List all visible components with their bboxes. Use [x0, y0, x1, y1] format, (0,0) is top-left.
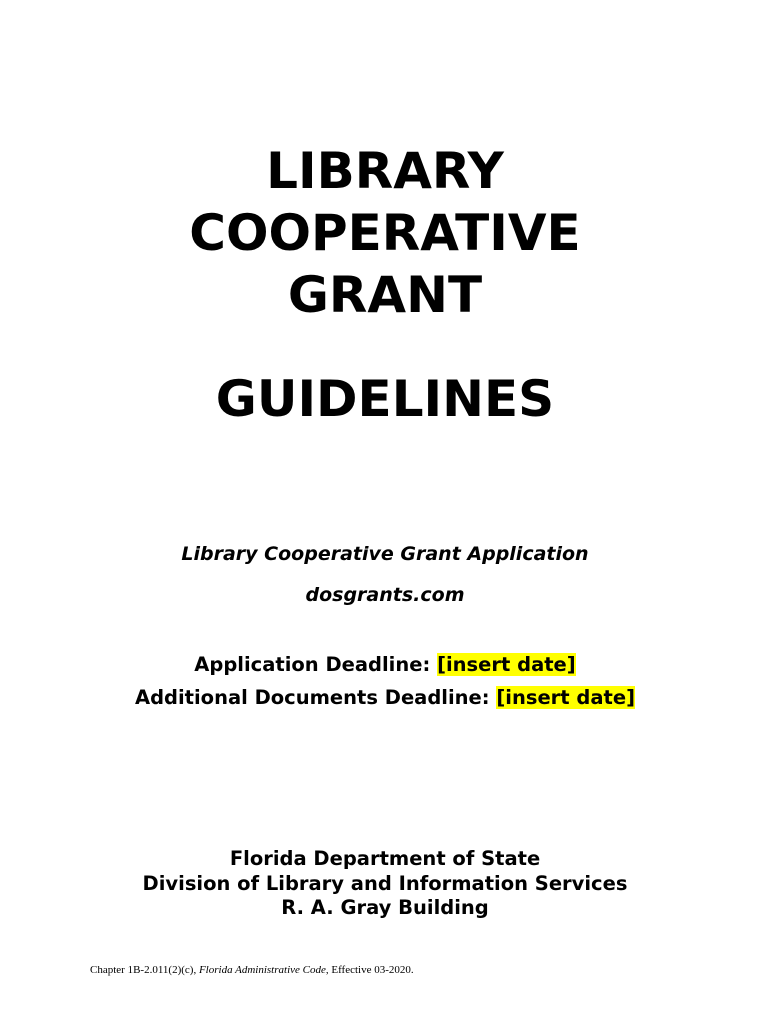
document-subtitle: GUIDELINES: [215, 370, 555, 428]
footer-suffix: , Effective 03-2020.: [325, 964, 414, 976]
footer-prefix: Chapter 1B-2.011(2)(c),: [90, 964, 197, 976]
agency-building: R. A. Gray Building: [281, 896, 489, 919]
agency-address: [0, 847, 770, 921]
agency-department: Florida Department of State: [229, 847, 541, 870]
application-name: Library Cooperative Grant Application: [181, 543, 589, 565]
documents-deadline: [0, 683, 770, 713]
title-line-library: LIBRARY: [266, 142, 504, 200]
application-website: dosgrants.com: [305, 584, 465, 606]
documents-deadline-label: Additional Documents Deadline:: [134, 686, 490, 709]
document-title: [0, 140, 770, 326]
documents-deadline-value: [insert date]: [496, 686, 635, 709]
application-deadline: [0, 650, 770, 680]
application-deadline-value: [insert date]: [437, 653, 576, 676]
title-line-cooperative: COOPERATIVE: [189, 204, 581, 262]
footer-code: Florida Administrative Code: [198, 964, 326, 976]
title-line-grant: GRANT: [287, 266, 483, 324]
agency-division: Division of Library and Information Services: [142, 871, 628, 895]
application-deadline-label: Application Deadline:: [194, 653, 431, 676]
footer-citation: [90, 963, 414, 977]
